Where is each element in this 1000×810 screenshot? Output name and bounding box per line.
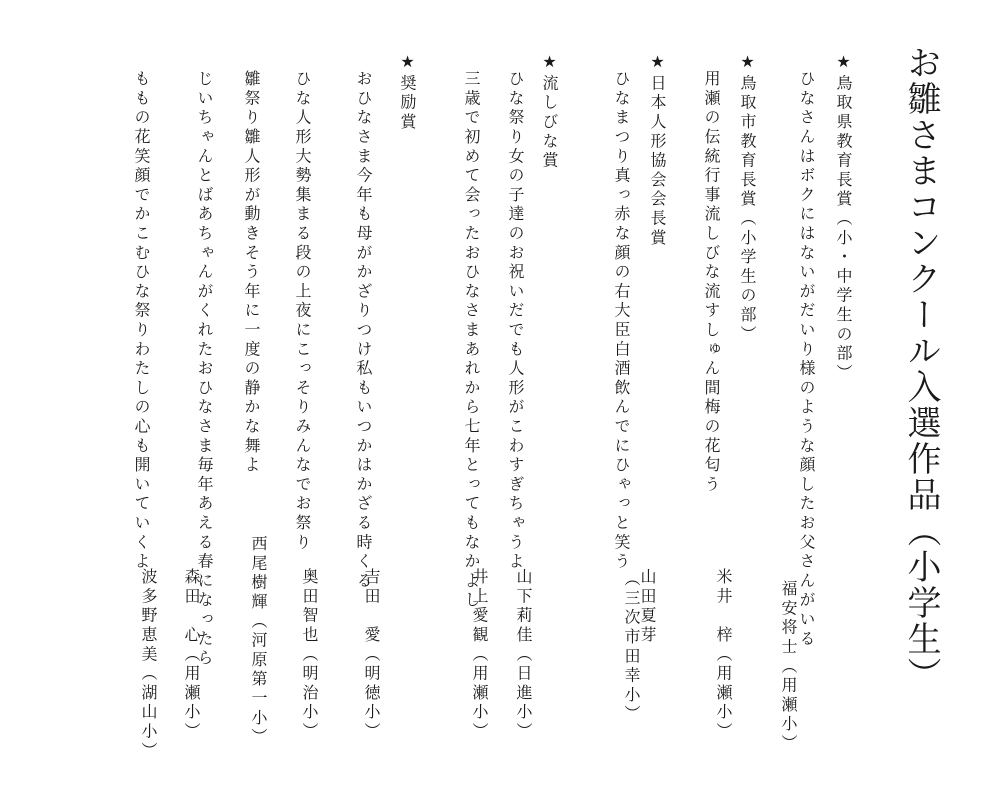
author-name [715,568,731,742]
poem-line: ひなまつり真っ赤な顔の右大臣白酒飲んでにひゃっと笑う [612,70,631,572]
poem-line: おひなさま今年も母がかざりつけ私もいつかはかざる時くる [354,70,373,592]
author-name-text: 井上愛観（用瀬小） [470,568,489,742]
author-name-text: 森田 心（用瀬小） [182,568,201,742]
author-name-text: 吉田 愛（明徳小） [362,568,381,742]
poem-line: ひな人形大勢集まる段の上夜にこっそりみんなでお祭り [293,70,312,553]
author-name-text: 波多野恵美（湖山小） [139,568,158,761]
author-name [623,568,655,724]
author-name [780,580,796,754]
author-name [140,568,156,761]
poem-line: ひな祭り女の子達のお祝いだでも人形がこわすぎちゃうよ [506,70,525,572]
award-heading: ★流しびな賞 [540,52,559,171]
author-name [515,568,531,742]
poem-line: ひなさんはボクにはないがだいり様のような顔したお父さんがいる [797,70,816,649]
poem-line: じいちゃんとばあちゃんがくれたおひなさま毎年あえる春になったら [195,70,214,669]
author-name-text: 山田夏芽 [638,568,657,646]
poem-line: 三歳で初めて会ったおひなさまあれから七年とってもなかよし [462,70,481,611]
author-school: （三次市田幸小） [622,570,641,725]
author-name-text: 西尾樹輝（河原第一小） [249,535,268,748]
poem-line: ももの花笑顔でかこむひな祭りわたしの心も開いていくよ [132,70,151,572]
author-name [301,568,317,742]
award-heading: ★鳥取県教育長賞（小・中学生の部） [834,52,853,384]
author-name-text: 奥田智也（明治小） [300,568,319,742]
author-name [250,535,266,747]
author-name-text: 米井 梓（用瀬小） [714,568,733,742]
poem-line: 用瀬の伝統行事流しびな流すしゅん間梅の花匂う [702,70,721,495]
award-heading: ★奨励賞 [398,52,417,133]
document-title: お雛さまコンクール入選作品（小学生） [901,45,941,693]
award-heading: ★日本人形協会会長賞 [648,52,667,248]
author-name-text: 福安将士（用瀬小） [779,580,798,754]
author-name [363,568,379,742]
author-name [471,568,487,742]
poem-line: 雛祭り雛人形が動きそう年に一度の静かな舞よ [242,70,261,476]
author-name-text: 山下莉佳（日進小） [514,568,533,742]
award-heading: ★鳥取市教育長賞（小学生の部） [738,52,757,345]
author-name [183,568,199,742]
